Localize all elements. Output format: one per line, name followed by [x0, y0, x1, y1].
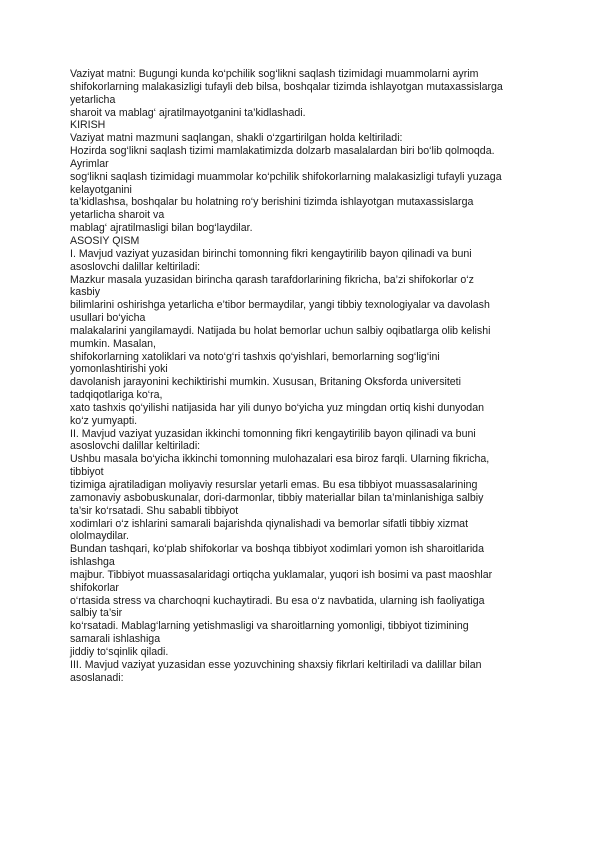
document-body [70, 68, 530, 685]
text-line: sharoit va mablag‘ ajratilmayotganini ta’kidlashadi. [70, 106, 306, 119]
text-line: yetarlicha sharoit va [70, 209, 165, 222]
text-line: bilimlarini oshirishga yetarlicha e’tibor bermaydilar, yangi tibbiy texnologiyalar va davolash [70, 299, 490, 312]
text-line: ololmaydilar. [70, 530, 129, 543]
text-line: KIRISH [70, 119, 106, 132]
text-line: zamonaviy asbobuskunalar, dori-darmonlar, tibbiy materiallar bilan ta’minlanishiga salbiy [70, 491, 484, 504]
text-line: Vaziyat matni mazmuni saqlangan, shakli o‘zgartirilgan holda keltiriladi: [70, 132, 403, 145]
text-line: asoslovchi dalillar keltiriladi: [70, 260, 201, 273]
text-line: Hozirda sog‘likni saqlash tizimi mamlakatimizda dolzarb masalalardan biri bo‘lib qolmoqda. [70, 145, 495, 158]
text-line: Mazkur masala yuzasidan birincha qarash tarafdorlarining fikricha, ba’zi shifokorlar o‘z [70, 273, 474, 286]
text-line: malakalarini yangilamaydi. Natijada bu holat bemorlar uchun salbiy oqibatlarga olib kelishi [70, 324, 491, 337]
text-line: Vaziyat matni: Bugungi kunda ko‘pchilik sog‘likni saqlash tizimidagi muammolarni ayrim [70, 68, 479, 80]
text-line: shifokorlar [70, 581, 119, 594]
text-line: yomonlashtirishi yoki [70, 363, 168, 376]
text-line: ta’sir ko‘rsatadi. Shu sababli tibbiyot [70, 504, 239, 517]
text-line: shifokorlarning xatoliklari va noto‘g‘ri tashxis qo‘yishlari, bemorlarning sog‘lig‘ini [70, 350, 440, 363]
text-line: usullari bo‘yicha [70, 312, 146, 325]
text-line: samarali ishlashiga [70, 633, 161, 646]
text-line: II. Mavjud vaziyat yuzasidan ikkinchi tomonning fikri kengaytirilib bayon qilinadi va buni [70, 427, 476, 440]
text-line: Ushbu masala bo‘yicha ikkinchi tomonning mulohazalari esa biroz farqli. Ularning fikricha, [70, 453, 490, 466]
text-line: shifokorlarning malakasizligi tufayli deb bilsa, boshqalar tizimda ishlayotgan mutaxassislarga [70, 80, 503, 93]
text-line: kelayotganini [70, 183, 132, 196]
text-line: kasbiy [70, 286, 101, 299]
text-line: tibbiyot [70, 466, 104, 479]
text-line: majbur. Tibbiyot muassasalaridagi ortiqcha yuklamalar, yuqori ish bosimi va past maoshlar [70, 568, 493, 581]
text-line: Ayrimlar [70, 157, 109, 170]
text-line: jiddiy to‘sqinlik qiladi. [70, 645, 169, 658]
text-line: tadqiqotlariga ko‘ra, [70, 389, 163, 402]
text-line: tizimiga ajratiladigan moliyaviy resurslar yetarli emas. Bu esa tibbiyot muassasalarining [70, 479, 478, 491]
text-line: o‘rtasida stress va charchoqni kuchaytiradi. Bu esa o‘z navbatida, ularning ish faoliyatiga [70, 594, 485, 607]
text-line: ishlashga [70, 556, 115, 569]
text-line: I. Mavjud vaziyat yuzasidan birinchi tomonning fikri kengaytirilib bayon qilinadi va buni [70, 247, 472, 260]
text-line: yetarlicha [70, 93, 116, 106]
text-line: ASOSIY QISM [70, 234, 140, 247]
text-line: ta’kidlashsa, boshqalar bu holatning ro‘y berishini tizimda ishlayotgan mutaxassislarga [70, 196, 474, 209]
text-line: davolanish jarayonini kechiktirishi mumkin. Xususan, Britaning Oksforda universiteti [70, 376, 461, 389]
text-line: ko‘rsatadi. Mablag‘larning yetishmasligi va sharoitlarning yomonligi, tibbiyot tizimining [70, 620, 469, 633]
text-line: Bundan tashqari, ko‘plab shifokorlar va boshqa tibbiyot xodimlari yomon ish sharoitlarida [70, 543, 484, 556]
text-line: mumkin. Masalan, [70, 337, 156, 350]
text-line: salbiy ta’sir [70, 607, 123, 620]
text-line: ko‘z yumyapti. [70, 414, 138, 427]
text-line: xodimlari o‘z ishlarini samarali bajarishda qiynalishadi va bemorlar sifatli tibbiy xizmat [70, 517, 469, 530]
text-line: sog‘likni saqlash tizimidagi muammolar ko‘pchilik shifokorlarning malakasizligi tufayli yuzaga [70, 170, 502, 183]
text-line: III. Mavjud vaziyat yuzasidan esse yozuvchining shaxsiy fikrlari keltiriladi va dalillar bilan [70, 658, 482, 671]
text-line: asoslanadi: [70, 671, 124, 684]
text-line: mablag‘ ajratilmasligi bilan bog‘laydilar. [70, 222, 253, 235]
text-line: asoslovchi dalillar keltiriladi: [70, 440, 201, 453]
text-line: xato tashxis qo‘yilishi natijasida har yili dunyo bo‘yicha yuz mingdan ortiq kishi dunyodan [70, 401, 484, 414]
